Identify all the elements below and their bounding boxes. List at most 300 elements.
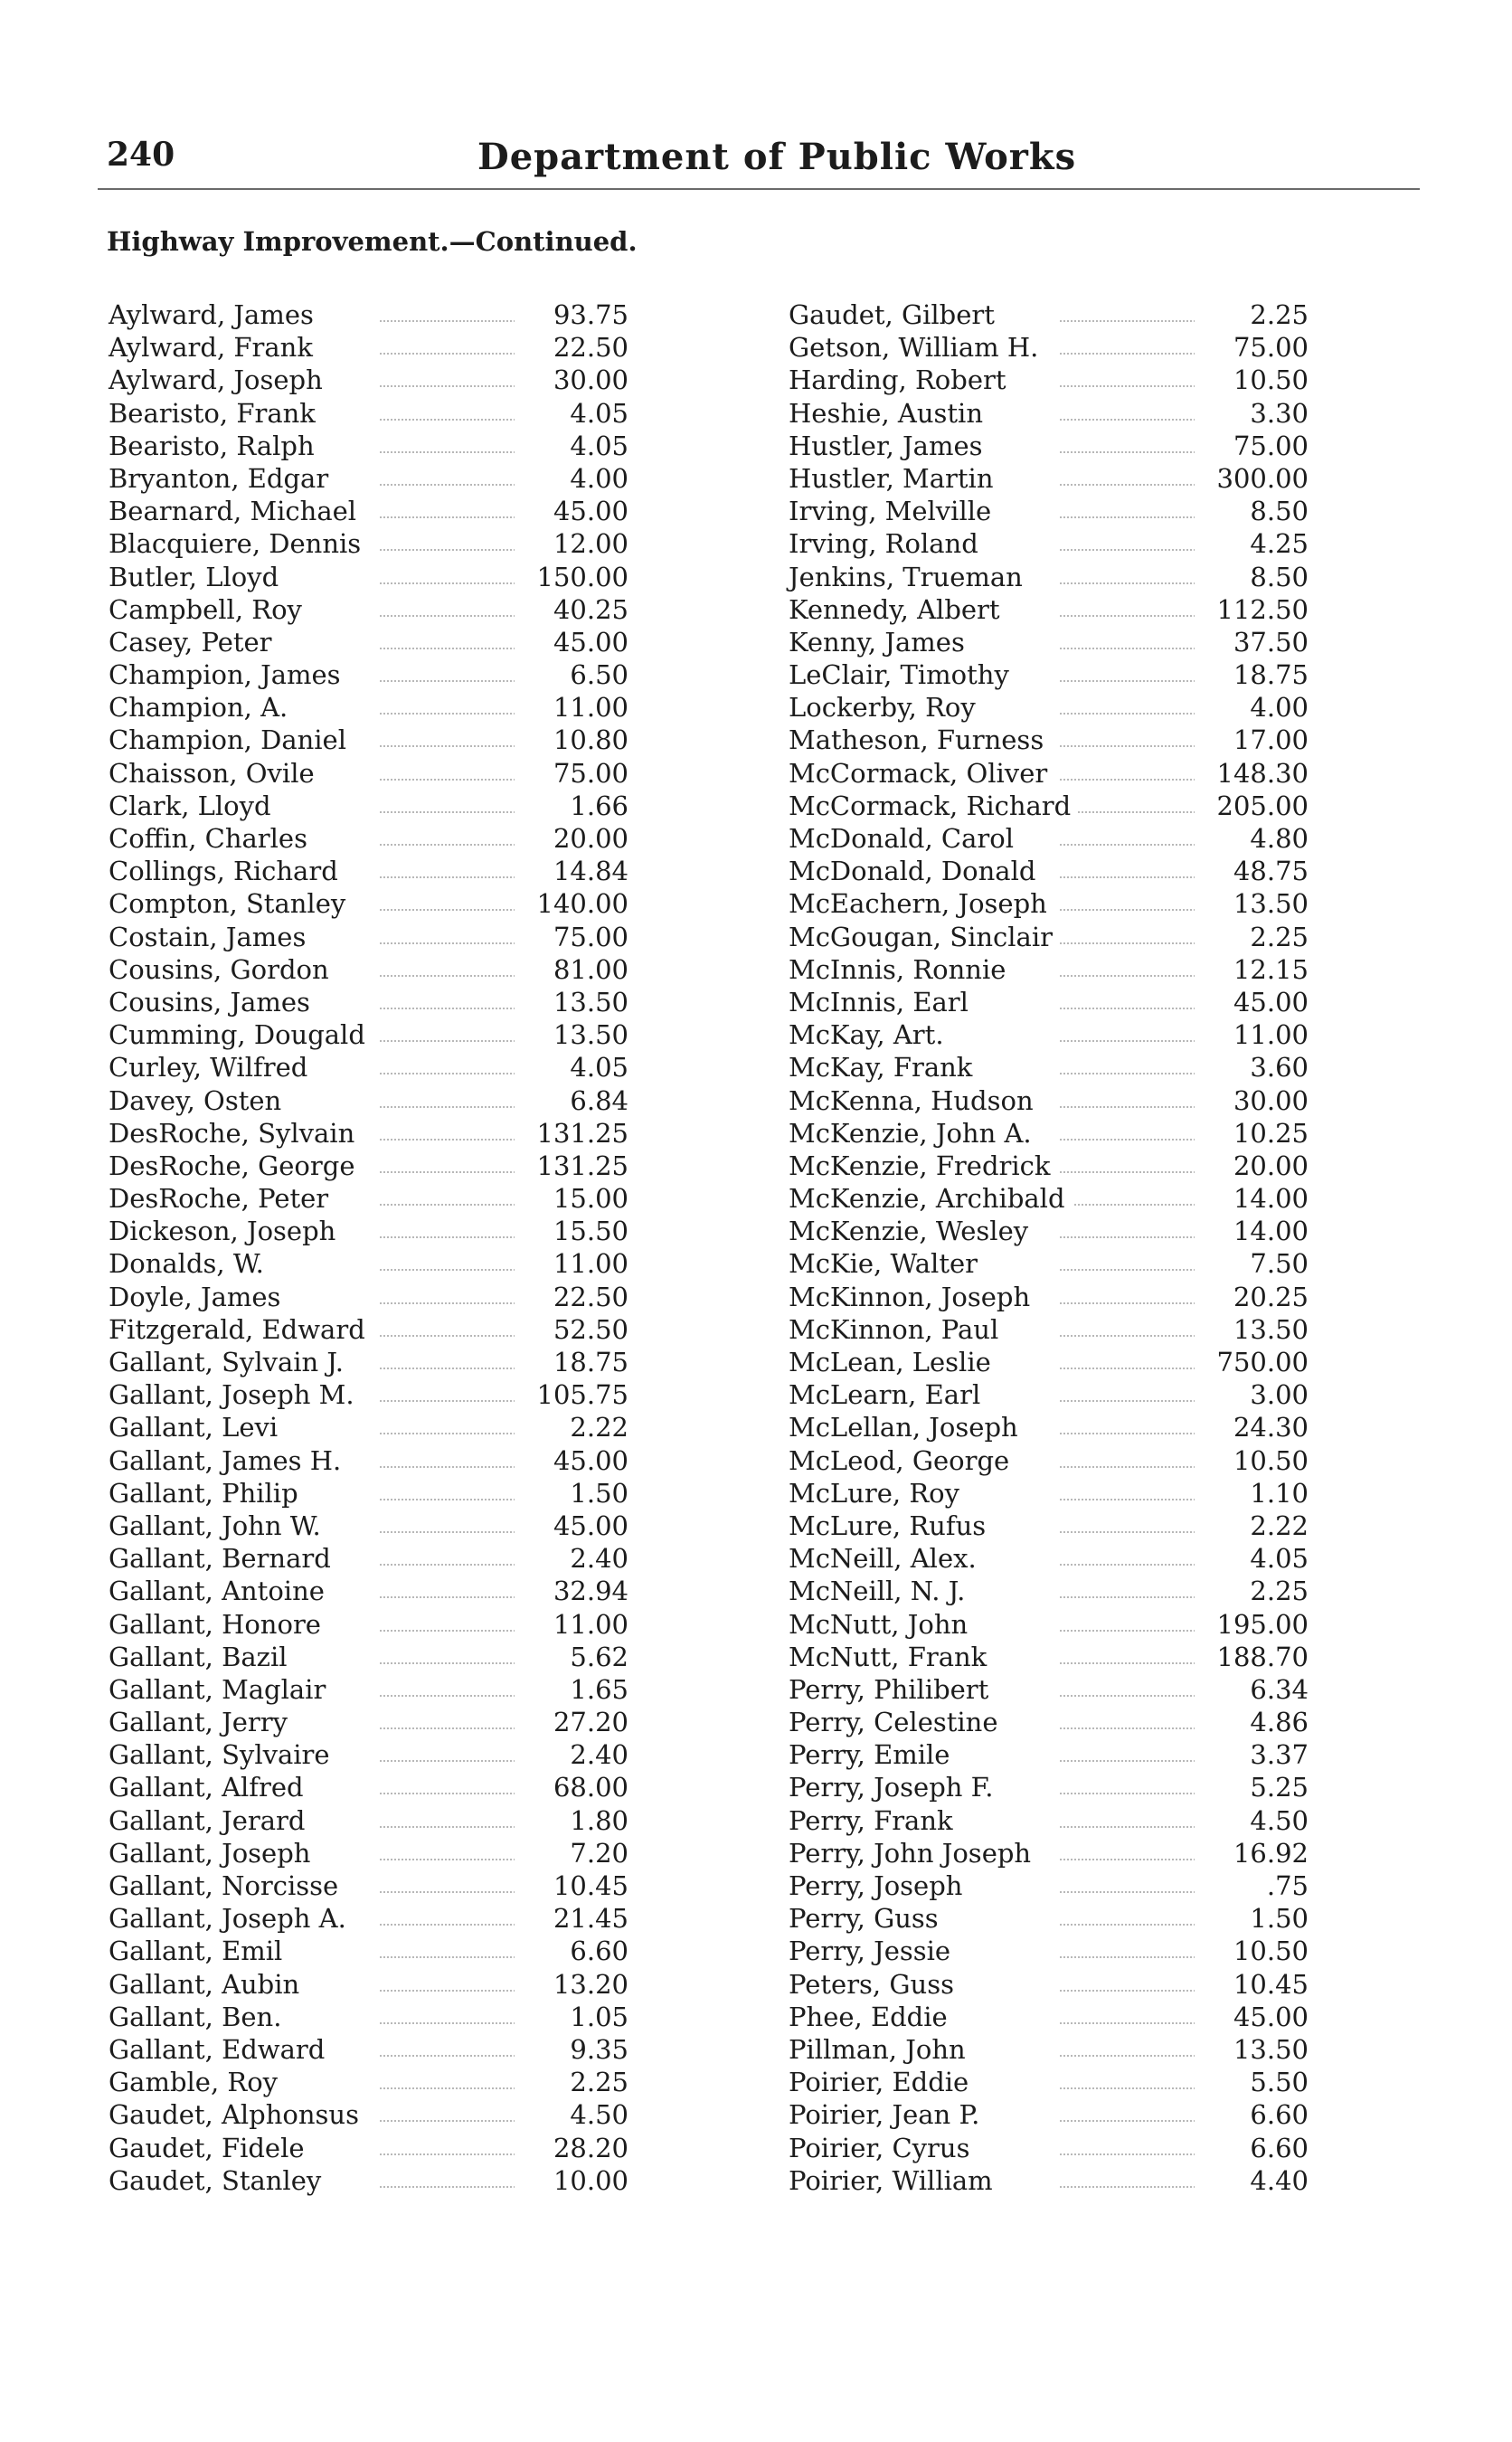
list-item	[789, 1968, 1309, 2001]
payee-name: Heshie, Austin	[789, 398, 990, 429]
payee-name: McNutt, John	[789, 1609, 975, 1640]
payee-name: Cousins, James	[109, 987, 317, 1018]
payee-name: Gallant, Joseph	[109, 1838, 317, 1869]
payment-amount: 1.50	[515, 1477, 628, 1510]
list-item	[109, 1215, 628, 1247]
list-item	[109, 1150, 628, 1182]
list-item	[789, 1150, 1309, 1182]
list-item	[109, 658, 628, 691]
payee-name: Perry, Joseph	[789, 1870, 969, 1901]
payment-amount: 18.75	[1195, 658, 1309, 691]
payment-amount: 13.50	[515, 986, 628, 1018]
payee-name: Casey, Peter	[109, 627, 279, 658]
payee-name: McInnis, Earl	[789, 987, 976, 1018]
payment-amount: 2.25	[1195, 921, 1309, 953]
payment-amount: 4.80	[1195, 822, 1309, 855]
page-header	[107, 136, 1411, 183]
payment-amount: 131.25	[515, 1150, 628, 1182]
list-item	[789, 1510, 1309, 1542]
list-item	[789, 527, 1309, 560]
payee-name: Perry, Emile	[789, 1739, 957, 1770]
list-item	[109, 2033, 628, 2066]
payee-name: Peters, Guss	[789, 1969, 961, 2000]
payee-name: Bearnard, Michael	[109, 496, 364, 526]
payment-amount: 75.00	[1195, 430, 1309, 462]
payment-amount: 1.65	[515, 1673, 628, 1706]
payment-amount: 750.00	[1195, 1346, 1309, 1378]
payment-amount: 14.00	[1195, 1182, 1309, 1215]
payment-amount: 10.50	[1195, 364, 1309, 396]
payment-amount: 6.60	[1195, 2098, 1309, 2131]
payee-name: Perry, Celestine	[789, 1707, 1006, 1737]
payment-amount: 4.05	[515, 1051, 628, 1084]
list-item	[789, 1542, 1309, 1575]
payee-name: Kennedy, Albert	[789, 594, 1007, 625]
payee-name: DesRoche, Peter	[109, 1183, 335, 1214]
payment-amount: 2.25	[1195, 1575, 1309, 1607]
list-item	[109, 1542, 628, 1575]
payee-name: McLellan, Joseph	[789, 1412, 1025, 1443]
payee-name: McKinnon, Paul	[789, 1314, 1006, 1345]
payee-name: Chaisson, Ovile	[109, 758, 322, 789]
payment-amount: 8.50	[1195, 561, 1309, 593]
payment-amount: 15.00	[515, 1182, 628, 1215]
payee-name: Gallant, Honore	[109, 1609, 328, 1640]
list-item	[789, 1281, 1309, 1313]
payee-name: Gallant, Antoine	[109, 1576, 332, 1606]
left-column	[109, 298, 628, 2197]
payee-name: Gallant, Sylvain J.	[109, 1347, 351, 1377]
payee-name: McCormack, Richard	[789, 790, 1078, 821]
list-item	[109, 364, 628, 396]
list-item	[109, 757, 628, 790]
payment-amount: 32.94	[515, 1575, 628, 1607]
payment-amount: 22.50	[515, 331, 628, 364]
list-item	[109, 2066, 628, 2098]
list-item	[789, 790, 1309, 822]
payee-name: McKenzie, Archibald	[789, 1183, 1073, 1214]
payee-name: Gallant, Emil	[109, 1936, 289, 1966]
payee-name: Gaudet, Gilbert	[789, 299, 1002, 330]
payee-name: Irving, Roland	[789, 528, 986, 559]
list-item	[109, 1247, 628, 1280]
list-item	[789, 691, 1309, 724]
page-title: Department of Public Works	[477, 136, 1077, 178]
payment-amount: 81.00	[515, 953, 628, 986]
payment-amount: 6.34	[1195, 1673, 1309, 1706]
list-item	[109, 1510, 628, 1542]
payment-amount: 45.00	[515, 1510, 628, 1542]
payee-name: McNutt, Frank	[789, 1642, 994, 1672]
payment-amount: 45.00	[1195, 986, 1309, 1018]
payee-name: Gallant, Aubin	[109, 1969, 307, 2000]
payment-amount: 4.50	[1195, 1804, 1309, 1837]
list-item	[109, 1902, 628, 1935]
payee-name: McKay, Frank	[789, 1052, 979, 1083]
payee-name: McDonald, Carol	[789, 823, 1021, 854]
payment-amount: 6.84	[515, 1084, 628, 1117]
payment-amount: 13.50	[1195, 887, 1309, 920]
payee-name: Gallant, Edward	[109, 2034, 332, 2065]
payee-name: Davey, Osten	[109, 1085, 288, 1116]
payment-amount: 30.00	[1195, 1084, 1309, 1117]
list-item	[789, 1051, 1309, 1084]
list-item	[109, 855, 628, 887]
payment-amount: 45.00	[515, 1444, 628, 1477]
list-item	[109, 527, 628, 560]
payee-name: Bearisto, Frank	[109, 398, 323, 429]
list-item	[109, 593, 628, 626]
payee-name: McNeill, N. J.	[789, 1576, 972, 1606]
list-item	[789, 1117, 1309, 1150]
list-item	[109, 1444, 628, 1477]
list-item	[789, 1346, 1309, 1378]
payment-amount: 15.50	[515, 1215, 628, 1247]
payee-name: McLearn, Earl	[789, 1379, 988, 1410]
payment-amount: 2.40	[515, 1738, 628, 1771]
payment-amount: 27.20	[515, 1706, 628, 1738]
payee-name: Cumming, Dougald	[109, 1019, 373, 1050]
payment-amount: 45.00	[1195, 2001, 1309, 2033]
payee-name: Kenny, James	[789, 627, 972, 658]
payment-amount: 10.50	[1195, 1444, 1309, 1477]
payment-amount: 24.30	[1195, 1411, 1309, 1443]
payee-name: Hustler, James	[789, 431, 990, 461]
payment-amount: 205.00	[1195, 790, 1309, 822]
payment-amount: 68.00	[515, 1771, 628, 1803]
payee-name: Dickeson, Joseph	[109, 1216, 343, 1246]
payment-amount: 75.00	[515, 757, 628, 790]
list-item	[109, 1869, 628, 1902]
payment-amount: 2.25	[515, 2066, 628, 2098]
payment-amount: 1.50	[1195, 1902, 1309, 1935]
payee-name: Harding, Robert	[789, 364, 1014, 395]
payee-name: Bearisto, Ralph	[109, 431, 322, 461]
list-item	[109, 1281, 628, 1313]
list-item	[109, 1771, 628, 1803]
payment-amount: 14.84	[515, 855, 628, 887]
payee-name: McCormack, Oliver	[789, 758, 1054, 789]
payee-name: Perry, Jessie	[789, 1936, 958, 1966]
payment-amount: 11.00	[515, 691, 628, 724]
list-item	[109, 2132, 628, 2164]
list-item	[109, 1477, 628, 1510]
payee-name: Gallant, James H.	[109, 1445, 348, 1476]
payee-name: Hustler, Martin	[789, 463, 1001, 494]
list-item	[789, 495, 1309, 527]
payee-name: Perry, Guss	[789, 1903, 946, 1934]
list-item	[789, 953, 1309, 986]
payment-amount: 3.00	[1195, 1378, 1309, 1411]
payment-amount: 6.50	[515, 658, 628, 691]
payment-amount: 4.40	[1195, 2164, 1309, 2197]
list-item	[789, 1575, 1309, 1607]
list-item	[109, 2164, 628, 2197]
list-item	[109, 626, 628, 658]
list-item	[109, 331, 628, 364]
list-item	[789, 331, 1309, 364]
header-rule	[98, 188, 1420, 190]
list-item	[109, 1018, 628, 1051]
list-item	[109, 691, 628, 724]
list-item	[789, 1673, 1309, 1706]
payment-amount: 4.00	[1195, 691, 1309, 724]
list-item	[109, 822, 628, 855]
payment-amount: 12.00	[515, 527, 628, 560]
payee-name: Doyle, James	[109, 1282, 288, 1312]
list-item	[109, 1968, 628, 2001]
list-item	[789, 2098, 1309, 2131]
payee-name: Getson, William H.	[789, 332, 1045, 363]
list-item	[789, 986, 1309, 1018]
payee-name: Gallant, Alfred	[109, 1772, 311, 1803]
payment-amount: 131.25	[515, 1117, 628, 1150]
section-heading: Highway Improvement.—Continued.	[107, 226, 638, 257]
list-item	[109, 1051, 628, 1084]
list-item	[109, 986, 628, 1018]
list-item	[789, 364, 1309, 396]
payment-amount: 1.05	[515, 2001, 628, 2033]
list-item	[789, 2066, 1309, 2098]
list-item	[789, 1411, 1309, 1443]
payment-amount: 75.00	[1195, 331, 1309, 364]
list-item	[109, 1804, 628, 1837]
list-item	[789, 1771, 1309, 1803]
list-item	[789, 2001, 1309, 2033]
list-item	[789, 1182, 1309, 1215]
payee-name: Gallant, Jerard	[109, 1805, 312, 1836]
payee-name: McKenzie, John A.	[789, 1118, 1039, 1149]
payment-amount: 6.60	[515, 1935, 628, 1967]
payee-name: Gallant, Philip	[109, 1478, 306, 1509]
payment-amount: 21.45	[515, 1902, 628, 1935]
payee-name: Donalds, W.	[109, 1248, 271, 1279]
payment-amount: 150.00	[515, 561, 628, 593]
payee-name: Clark, Lloyd	[109, 790, 279, 821]
payee-name: McGougan, Sinclair	[789, 922, 1060, 952]
payee-name: Aylward, James	[109, 299, 321, 330]
payment-amount: 2.22	[515, 1411, 628, 1443]
list-item	[109, 430, 628, 462]
payment-amount: 17.00	[1195, 724, 1309, 756]
payment-amount: 14.00	[1195, 1215, 1309, 1247]
payment-amount: 8.50	[1195, 495, 1309, 527]
payee-name: Compton, Stanley	[109, 888, 353, 919]
payee-name: Gallant, Sylvaire	[109, 1739, 337, 1770]
list-item	[109, 724, 628, 756]
payee-name: DesRoche, George	[109, 1150, 362, 1181]
list-item	[789, 2132, 1309, 2164]
payee-name: Cousins, Gordon	[109, 954, 336, 985]
payee-name: Poirier, William	[789, 2165, 1000, 2196]
list-item	[789, 1608, 1309, 1641]
list-item	[789, 822, 1309, 855]
payee-name: Gallant, Bernard	[109, 1543, 338, 1574]
list-item	[789, 1215, 1309, 1247]
payment-amount: 140.00	[515, 887, 628, 920]
page-number: 240	[107, 136, 175, 174]
payment-amount: 4.05	[1195, 1542, 1309, 1575]
payee-name: Matheson, Furness	[789, 724, 1051, 755]
payee-name: DesRoche, Sylvain	[109, 1118, 362, 1149]
list-item	[109, 2098, 628, 2131]
list-item	[109, 1837, 628, 1869]
list-item	[109, 953, 628, 986]
list-item	[789, 1018, 1309, 1051]
payee-name: Jenkins, Trueman	[789, 562, 1030, 592]
payee-name: Fitzgerald, Edward	[109, 1314, 373, 1345]
list-item	[109, 1411, 628, 1443]
payment-amount: 4.86	[1195, 1706, 1309, 1738]
payee-name: Champion, Daniel	[109, 724, 354, 755]
list-item	[789, 1477, 1309, 1510]
payee-name: Bryanton, Edgar	[109, 463, 335, 494]
payment-amount: 20.00	[1195, 1150, 1309, 1182]
payee-name: McKenzie, Fredrick	[789, 1150, 1057, 1181]
payee-name: Aylward, Frank	[109, 332, 320, 363]
list-item	[789, 1444, 1309, 1477]
list-item	[789, 887, 1309, 920]
payment-amount: 9.35	[515, 2033, 628, 2066]
payee-name: Perry, Frank	[789, 1805, 960, 1836]
list-item	[109, 887, 628, 920]
payment-amount: 148.30	[1195, 757, 1309, 790]
list-item	[109, 921, 628, 953]
list-item	[789, 1084, 1309, 1117]
payment-amount: 4.25	[1195, 527, 1309, 560]
payee-name: Curley, Wilfred	[109, 1052, 315, 1083]
payment-amount: 3.60	[1195, 1051, 1309, 1084]
payee-name: Perry, Philibert	[789, 1674, 996, 1705]
payment-amount: 105.75	[515, 1378, 628, 1411]
payee-name: Gallant, Joseph M.	[109, 1379, 362, 1410]
payment-amount: 30.00	[515, 364, 628, 396]
payee-name: McEachern, Joseph	[789, 888, 1054, 919]
payee-name: Campbell, Roy	[109, 594, 309, 625]
list-item	[109, 1346, 628, 1378]
payment-amount: 11.00	[515, 1247, 628, 1280]
payment-amount: 5.62	[515, 1641, 628, 1673]
payee-name: McKenzie, Wesley	[789, 1216, 1035, 1246]
payment-amount: 3.37	[1195, 1738, 1309, 1771]
payee-name: Costain, James	[109, 922, 313, 952]
payee-name: Phee, Eddie	[789, 2002, 955, 2032]
list-item	[789, 1804, 1309, 1837]
list-item	[789, 1935, 1309, 1967]
payee-name: Blacquiere, Dennis	[109, 528, 368, 559]
payment-amount: 10.00	[515, 2164, 628, 2197]
payee-name: Gallant, John W.	[109, 1510, 328, 1541]
list-item	[789, 1247, 1309, 1280]
list-item	[109, 1378, 628, 1411]
payee-name: McLean, Leslie	[789, 1347, 998, 1377]
payment-amount: 16.92	[1195, 1837, 1309, 1869]
list-item	[109, 495, 628, 527]
payee-name: Coffin, Charles	[109, 823, 315, 854]
list-item	[109, 561, 628, 593]
list-item	[789, 1313, 1309, 1346]
payee-name: McInnis, Ronnie	[789, 954, 1013, 985]
payee-name: McKie, Walter	[789, 1248, 985, 1279]
payment-amount: 13.50	[1195, 1313, 1309, 1346]
list-item	[789, 298, 1309, 331]
payment-amount: 45.00	[515, 626, 628, 658]
list-item	[109, 397, 628, 430]
list-item	[789, 2164, 1309, 2197]
payee-name: Gallant, Maglair	[109, 1674, 333, 1705]
list-item	[789, 1641, 1309, 1673]
payment-amount: 13.50	[1195, 2033, 1309, 2066]
payment-amount: 10.45	[515, 1869, 628, 1902]
list-item	[789, 462, 1309, 495]
list-item	[109, 462, 628, 495]
payment-amount: 1.66	[515, 790, 628, 822]
payment-amount: 22.50	[515, 1281, 628, 1313]
list-item	[789, 724, 1309, 756]
payment-amount: 10.50	[1195, 1935, 1309, 1967]
list-item	[109, 1738, 628, 1771]
list-item	[789, 626, 1309, 658]
list-item	[109, 1575, 628, 1607]
list-item	[789, 1738, 1309, 1771]
payee-name: Pillman, John	[789, 2034, 973, 2065]
payment-amount: 18.75	[515, 1346, 628, 1378]
payment-amount: 7.50	[1195, 1247, 1309, 1280]
payee-name: Gallant, Norcisse	[109, 1870, 345, 1901]
payment-amount: 11.00	[515, 1608, 628, 1641]
list-item	[789, 561, 1309, 593]
list-item	[789, 1902, 1309, 1935]
payee-name: Lockerby, Roy	[789, 692, 983, 723]
payment-amount: 1.10	[1195, 1477, 1309, 1510]
list-item	[109, 1313, 628, 1346]
payment-amount: 2.22	[1195, 1510, 1309, 1542]
payee-name: McKay, Art.	[789, 1019, 951, 1050]
payee-name: Butler, Lloyd	[109, 562, 286, 592]
list-item	[789, 921, 1309, 953]
payee-name: McLeod, George	[789, 1445, 1016, 1476]
payment-amount: 3.30	[1195, 397, 1309, 430]
payee-name: Perry, Joseph F.	[789, 1772, 1000, 1803]
payee-name: Gaudet, Fidele	[109, 2133, 312, 2163]
payee-name: Poirier, Eddie	[789, 2067, 976, 2097]
payee-name: Champion, James	[109, 659, 348, 690]
list-item	[789, 1706, 1309, 1738]
payment-amount: 4.05	[515, 430, 628, 462]
payment-amount: 4.00	[515, 462, 628, 495]
payment-amount: 10.45	[1195, 1968, 1309, 2001]
payment-amount: 45.00	[515, 495, 628, 527]
payment-amount: 1.80	[515, 1804, 628, 1837]
payee-name: McNeill, Alex.	[789, 1543, 984, 1574]
payment-amount: 11.00	[1195, 1018, 1309, 1051]
list-item	[109, 1935, 628, 1967]
payee-name: Gallant, Ben.	[109, 2002, 288, 2032]
payment-amount: 10.80	[515, 724, 628, 756]
payment-amount: 75.00	[515, 921, 628, 953]
list-item	[109, 1084, 628, 1117]
list-item	[109, 790, 628, 822]
payment-amount: 300.00	[1195, 462, 1309, 495]
payment-amount: 12.15	[1195, 953, 1309, 986]
payee-name: LeClair, Timothy	[789, 659, 1016, 690]
list-item	[789, 658, 1309, 691]
list-item	[789, 1378, 1309, 1411]
payment-amount: 188.70	[1195, 1641, 1309, 1673]
list-item	[109, 2001, 628, 2033]
payment-amount: 7.20	[515, 1837, 628, 1869]
payee-name: Gallant, Levi	[109, 1412, 285, 1443]
